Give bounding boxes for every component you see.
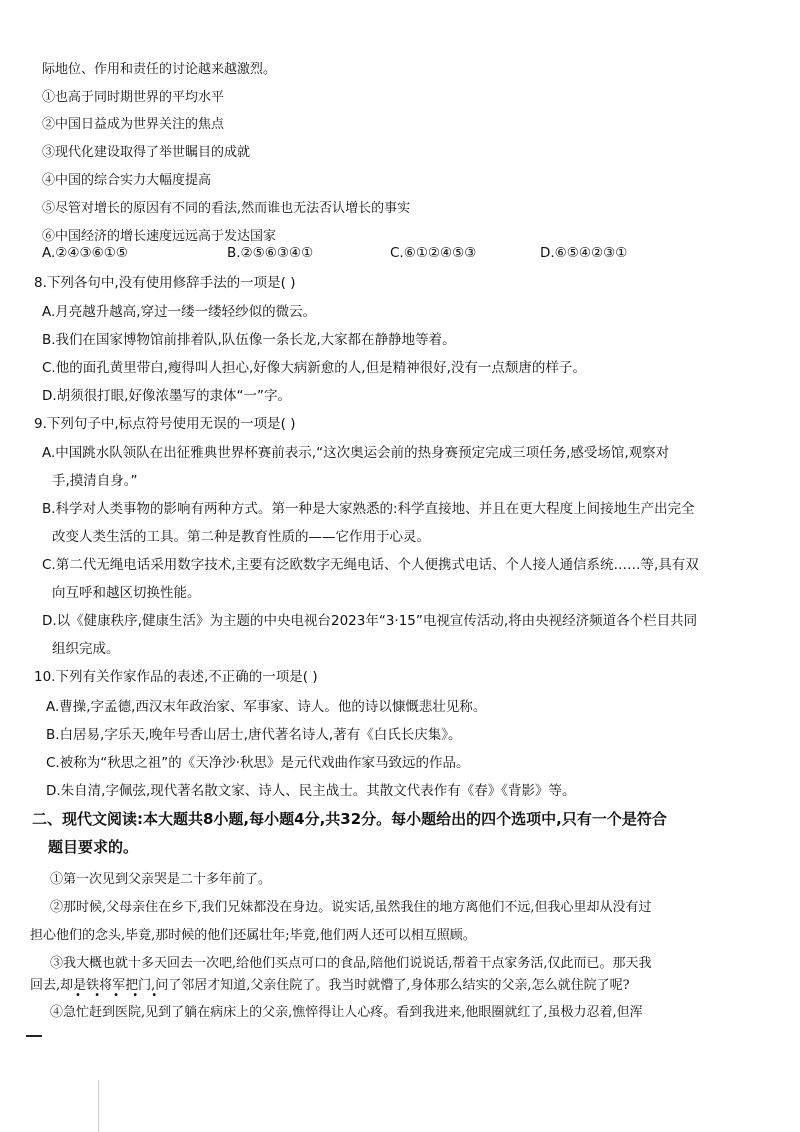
q9-option-d: D.以《健康秩序,健康生活》为主题的中央电视台2023年“3·15”电视宣传活动,将由央视经济频道各个栏目共同	[42, 613, 698, 629]
q10-option-d: D.朱自清,字佩弦,现代著名散文家、诗人、民主战士。其散文代表作有《春》《背影》等。	[46, 783, 576, 799]
q9-option-b: B.科学对人类事物的影响有两种方式。第一种是大家熟悉的:科学直接地、并且在更大程度上间接地生产出完全	[42, 501, 695, 517]
q7-options	[42, 245, 742, 265]
q10-option-a: A.曹操,字孟德,西汉末年政治家、军事家、诗人。他的诗以慷慨悲壮见称。	[46, 699, 487, 715]
section-heading: 二、现代文阅读:本大题共8小题,每小题4分,共32分。每小题给出的四个选项中,只有一个是符合	[32, 810, 667, 828]
q7-item: ②中国日益成为世界关注的焦点	[42, 117, 225, 132]
section-heading-cont: 题目要求的。	[48, 838, 139, 856]
q8-stem: 8.下列各句中,没有使用修辞手法的一项是( )	[34, 275, 296, 291]
q8-option-a: A.月亮越升越高,穿过一缕一缕轻纱似的微云。	[42, 304, 317, 320]
q9-option-a: A.中国跳水队领队在出征雅典世界杯赛前表示,“这次奥运会前的热身赛预定完成三项任务,感受场馆,观察对	[42, 445, 670, 461]
scan-edge-line	[98, 1080, 99, 1132]
passage-paragraph: ①第一次见到父亲哭是二十多年前了。	[50, 872, 272, 887]
emphasis-dots: • • • • •	[75, 990, 163, 1001]
q7-option-d: D.⑥⑤④②③①	[540, 245, 628, 261]
passage-paragraph-cont: 回去,却是铁将军把门,问了邻居才知道,父亲住院了。我当时就懵了,身体那么结实的父亲,怎么就住院了呢?	[30, 978, 630, 993]
q7-item: ⑥中国经济的增长速度远远高于发达国家	[42, 229, 277, 244]
q10-option-c: C.被称为“秋思之祖”的《天净沙·秋思》是元代戏曲作家马致远的作品。	[46, 755, 470, 771]
q10-option-b: B.白居易,字乐天,晚年号香山居士,唐代著名诗人,著有《白氏长庆集》。	[46, 727, 462, 743]
q7-option-c: C.⑥①②④⑤③	[390, 245, 477, 261]
q9-option-b-cont: 改变人类生活的工具。第二种是教育性质的——它作用于心灵。	[52, 529, 430, 545]
passage-paragraph: ③我大概也就十多天回去一次吧,给他们买点可口的食品,陪他们说说话,帮着干点家务活,仅此而已。那天我	[50, 956, 652, 971]
q7-intro-tail: 际地位、作用和责任的讨论越来越激烈。	[42, 62, 277, 77]
q7-item: ③现代化建设取得了举世瞩目的成就	[42, 145, 251, 160]
q7-item: ④中国的综合实力大幅度提高	[42, 173, 212, 188]
passage-paragraph: ②那时候,父母亲住在乡下,我们兄妹都没在身边。说实话,虽然我住的地方离他们不远,但我心里却从没有过	[50, 900, 652, 915]
q8-option-b: B.我们在国家博物馆前排着队,队伍像一条长龙,大家都在静静地等着。	[42, 332, 456, 348]
page-margin-mark	[26, 1035, 42, 1037]
q8-option-c: C.他的面孔黄里带白,瘦得叫人担心,好像大病新愈的人,但是精神很好,没有一点颓唐的样子。	[42, 360, 586, 376]
q7-item: ⑤尽管对增长的原因有不同的看法,然而谁也无法否认增长的事实	[42, 201, 411, 216]
q9-stem: 9.下列句子中,标点符号使用无误的一项是( )	[34, 416, 296, 432]
passage-paragraph: ④急忙赶到医院,见到了躺在病床上的父亲,憔悴得让人心疼。看到我进来,他眼圈就红了,虽极力忍着,但浑	[50, 1005, 643, 1020]
q9-option-a-cont: 手,摸清自身。”	[52, 473, 138, 489]
q7-item: ①也高于同时期世界的平均水平	[42, 90, 225, 105]
passage-paragraph-cont: 担心他们的念头,毕竟,那时候的他们还属壮年;毕竟,他们两人还可以相互照顾。	[30, 928, 476, 943]
q7-option-a: A.②④③⑥①⑤	[42, 245, 128, 261]
q9-option-c: C.第二代无绳电话采用数字技术,主要有泛欧数字无绳电话、个人便携式电话、个人接人通信系统……等,具有双	[42, 557, 699, 573]
q9-option-c-cont: 向互呼和越区切换性能。	[52, 585, 201, 601]
q10-stem: 10.下列有关作家作品的表述,不正确的一项是( )	[34, 669, 318, 685]
q9-option-d-cont: 组织完成。	[52, 641, 120, 657]
q8-option-d: D.胡须很打眼,好像浓墨写的隶体“一”字。	[42, 388, 291, 404]
q7-option-b: B.②⑤⑥③④①	[227, 245, 314, 261]
